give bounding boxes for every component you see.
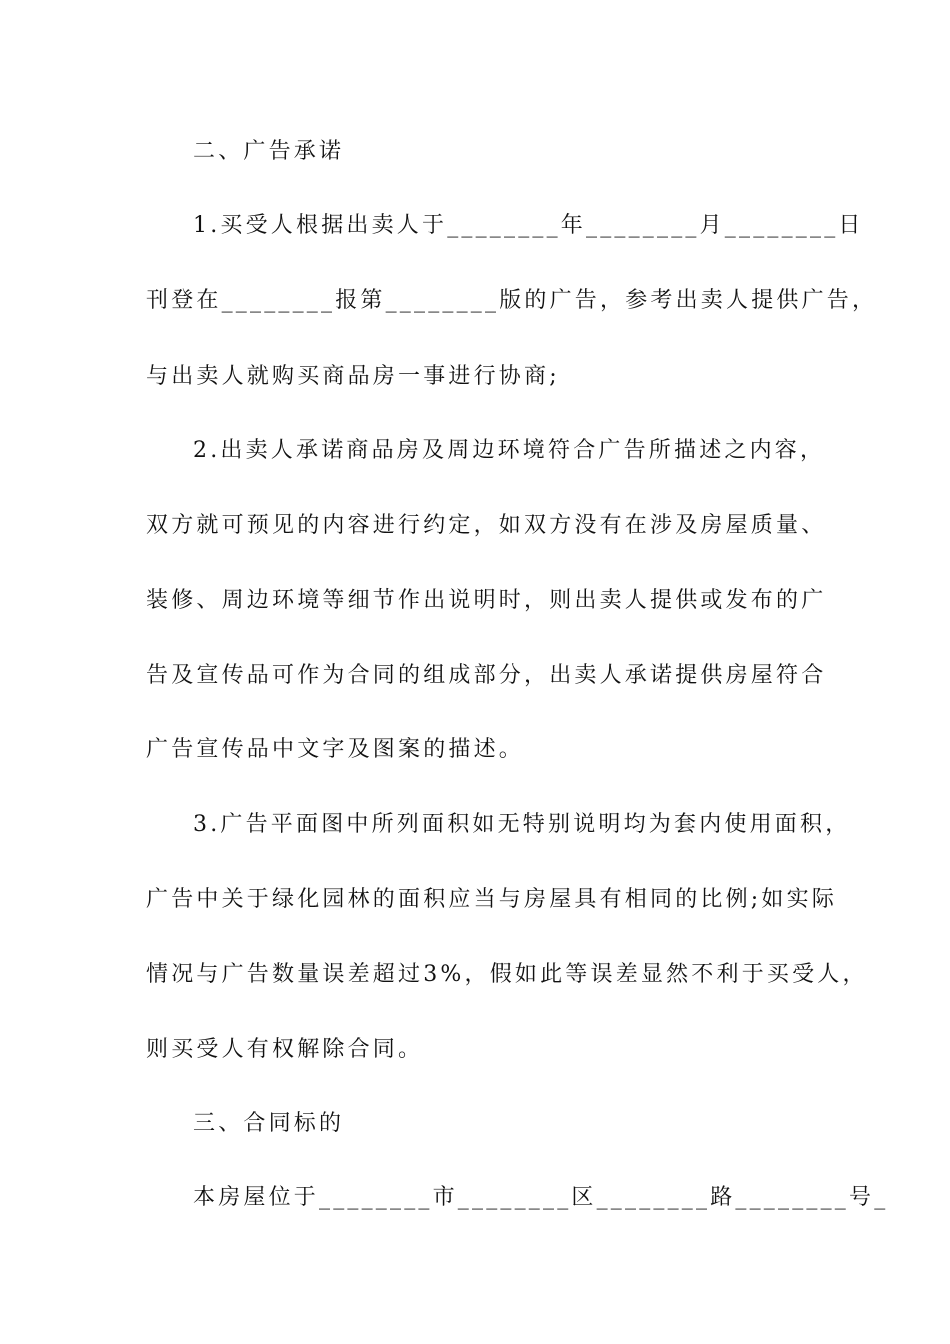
item-2-line-2: 双方就可预见的内容进行约定，如双方没有在涉及房屋质量、	[146, 513, 827, 538]
item-1-line-1: 1.买受人根据出卖人于________年________月________日	[193, 213, 864, 238]
section-3-heading: 三、合同标的	[193, 1111, 345, 1136]
section-3-line-1: 本房屋位于________市________区________路________号_	[193, 1185, 889, 1210]
item-3-line-1: 3.广告平面图中所列面积如无特别说明均为套内使用面积，	[193, 812, 851, 837]
item-1-line-2: 刊登在________报第________版的广告，参考出卖人提供广告，	[146, 288, 878, 313]
item-2-line-3: 装修、周边环境等细节作出说明时，则出卖人提供或发布的广	[146, 588, 827, 613]
section-2-heading: 二、广告承诺	[193, 139, 345, 164]
item-3-line-4: 则买受人有权解除合同。	[146, 1037, 424, 1062]
item-3-line-2: 广告中关于绿化园林的面积应当与房屋具有相同的比例;如实际	[146, 887, 838, 912]
item-3-line-3: 情况与广告数量误差超过3%，假如此等误差显然不利于买受人，	[146, 962, 868, 987]
item-2-line-5: 广告宣传品中文字及图案的描述。	[146, 737, 525, 762]
item-2-line-1: 2.出卖人承诺商品房及周边环境符合广告所描述之内容，	[193, 438, 826, 463]
item-2-line-4: 告及宣传品可作为合同的组成部分，出卖人承诺提供房屋符合	[146, 663, 827, 688]
item-1-line-3: 与出卖人就购买商品房一事进行协商;	[146, 364, 560, 389]
